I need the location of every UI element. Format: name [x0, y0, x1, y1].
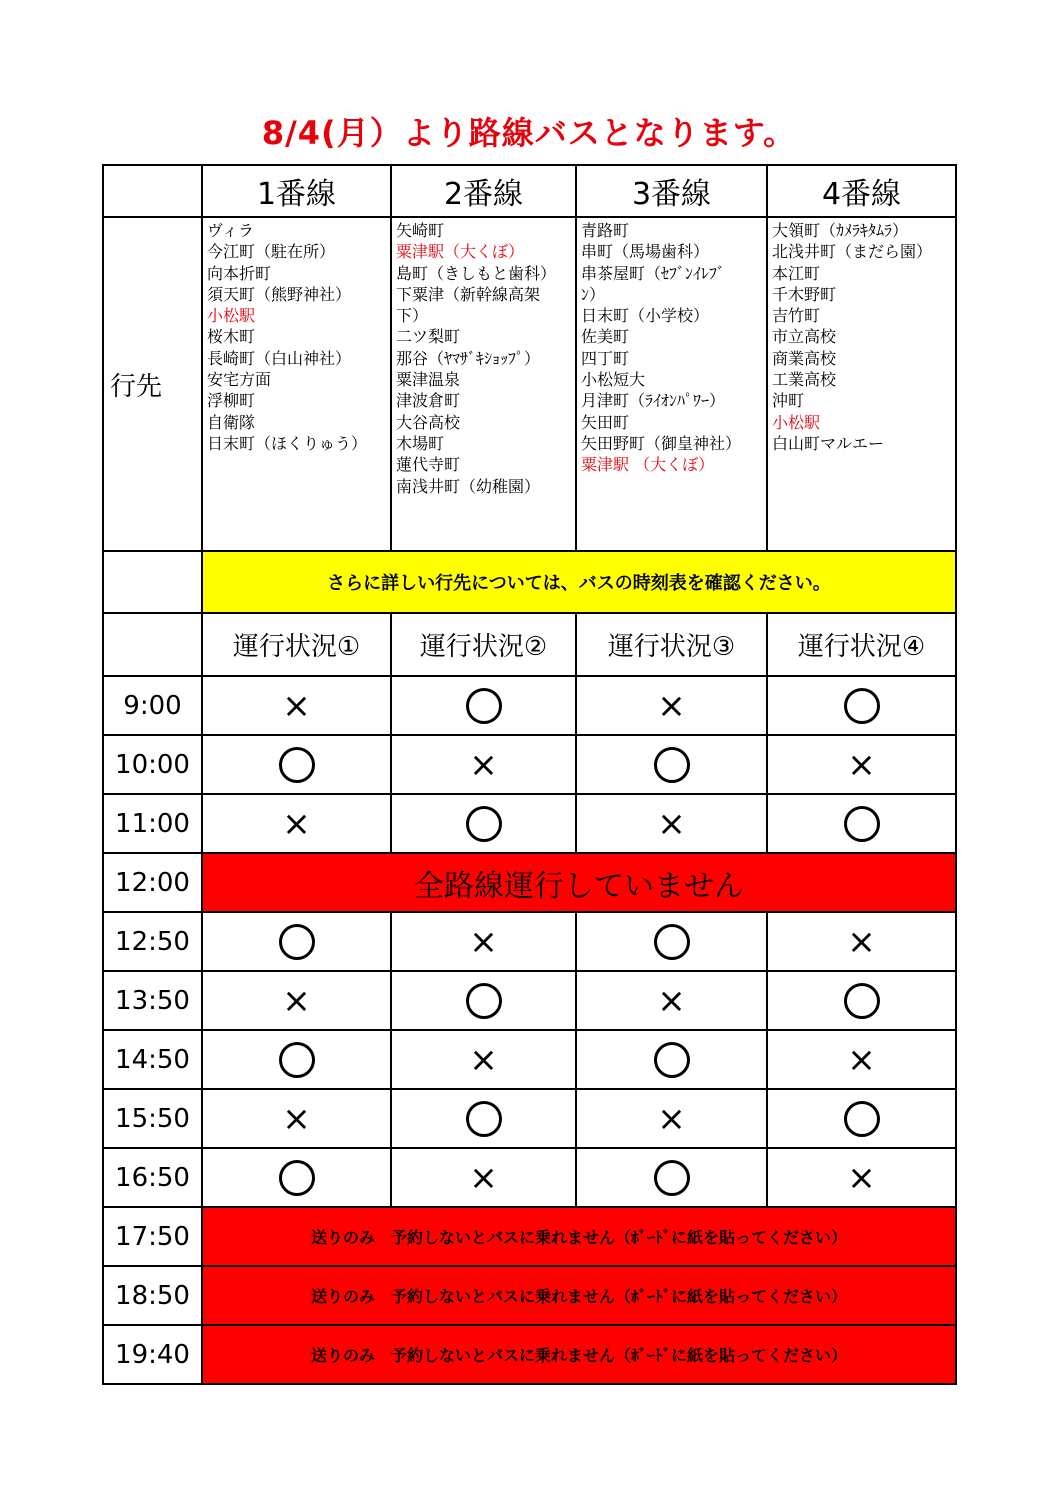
note-banner: さらに詳しい行先については、バスの時刻表を確認ください。	[202, 551, 956, 613]
time-cell: 18:50	[103, 1266, 202, 1325]
reservation-notice-banner: 送りのみ 予約しないとバスに乗れません（ﾎﾞｰﾄﾞに紙を貼ってください）	[202, 1266, 956, 1325]
schedule-row	[103, 1148, 956, 1207]
destination-item: 蓮代寺町	[396, 455, 461, 475]
no-service-banner: 全路線運行していません	[202, 853, 956, 912]
destination-item: 今江町（駐在所）	[207, 242, 336, 262]
time-cell: 14:50	[103, 1030, 202, 1089]
time-cell: 11:00	[103, 794, 202, 853]
status-cell	[767, 971, 956, 1030]
time-cell: 17:50	[103, 1207, 202, 1266]
destination-item: 自衛隊	[207, 412, 256, 432]
corner-cell	[103, 165, 202, 217]
destination-item: 市立高校	[772, 327, 837, 347]
status-cell	[391, 971, 576, 1030]
destination-item: 白山町マルエー	[772, 433, 885, 453]
time-cell: 12:00	[103, 853, 202, 912]
destination-item: 二ツ梨町	[396, 327, 461, 347]
status-header-row	[103, 613, 956, 676]
status-cell	[202, 794, 391, 853]
schedule-row	[103, 735, 956, 794]
destination-item: 津波倉町	[396, 391, 461, 411]
destination-item: 粟津温泉	[396, 370, 461, 390]
circle-icon	[654, 1042, 690, 1078]
schedule-row	[103, 971, 956, 1030]
cross-icon: ×	[657, 803, 686, 844]
status-cell	[576, 912, 767, 971]
destination-item: 下）	[396, 306, 429, 326]
circle-icon	[279, 1042, 315, 1078]
circle-icon	[279, 1160, 315, 1196]
destination-item: 四丁町	[581, 348, 630, 368]
reservation-notice-banner: 送りのみ 予約しないとバスに乗れません（ﾎﾞｰﾄﾞに紙を貼ってください）	[202, 1207, 956, 1266]
destination-item: 青路町	[581, 221, 630, 240]
circle-icon	[844, 688, 880, 724]
status-cell	[202, 971, 391, 1030]
schedule-row	[103, 1325, 956, 1384]
destination-item-highlight: 粟津駅 （大くぼ）	[581, 455, 715, 475]
destination-row	[103, 217, 956, 551]
status-cell	[576, 735, 767, 794]
destination-item: 向本折町	[207, 263, 272, 283]
circle-icon	[844, 806, 880, 842]
destination-item: 矢崎町	[396, 221, 445, 240]
status-cell	[202, 912, 391, 971]
destination-item: 小松短大	[581, 370, 646, 390]
destination-item: 那谷（ﾔﾏｻﾞｷｼｮｯﾌﾟ）	[396, 348, 541, 368]
status-cell	[202, 735, 391, 794]
destination-list-2	[391, 217, 576, 551]
cross-icon: ×	[469, 744, 498, 785]
schedule-row	[103, 1266, 956, 1325]
destination-label: 行先	[103, 217, 202, 551]
destination-item: 大領町（ｶﾒﾗｷﾀﾑﾗ）	[772, 221, 909, 240]
circle-icon	[466, 983, 502, 1019]
destination-item: 佐美町	[581, 327, 630, 347]
status-cell	[767, 1030, 956, 1089]
time-cell: 9:00	[103, 676, 202, 735]
status-cell	[767, 1148, 956, 1207]
destination-item: 串町（馬場歯科）	[581, 242, 710, 262]
route-header-3: 3番線	[576, 165, 767, 217]
destination-item: 下粟津（新幹線高架	[396, 284, 541, 304]
cross-icon: ×	[657, 980, 686, 1021]
status-cell	[391, 912, 576, 971]
status-cell	[202, 1148, 391, 1207]
circle-icon	[279, 747, 315, 783]
status-cell	[767, 676, 956, 735]
status-cell	[576, 794, 767, 853]
schedule-row	[103, 1207, 956, 1266]
destination-item: ﾝ）	[581, 284, 606, 304]
destination-item: 工業高校	[772, 370, 837, 390]
circle-icon	[466, 688, 502, 724]
route-header-2: 2番線	[391, 165, 576, 217]
status-cell	[767, 735, 956, 794]
schedule-row	[103, 1089, 956, 1148]
status-cell	[391, 794, 576, 853]
circle-icon	[466, 806, 502, 842]
status-header-4: 運行状況④	[767, 613, 956, 676]
status-cell	[767, 794, 956, 853]
status-header-2: 運行状況②	[391, 613, 576, 676]
cross-icon: ×	[847, 744, 876, 785]
destination-list-1	[202, 217, 391, 551]
time-cell: 10:00	[103, 735, 202, 794]
destination-item: 大谷高校	[396, 412, 461, 432]
destination-item: 長崎町（白山神社）	[207, 348, 352, 368]
destination-item: 矢田町	[581, 412, 630, 432]
status-cell	[202, 1089, 391, 1148]
schedule-row	[103, 1030, 956, 1089]
status-cell	[767, 1089, 956, 1148]
destination-list-3	[576, 217, 767, 551]
cross-icon: ×	[847, 1039, 876, 1080]
destination-item: 本江町	[772, 263, 821, 283]
page-title: 8/4(月）より路線バスとなります。	[261, 114, 797, 152]
destination-item: 須天町（熊野神社）	[207, 284, 352, 304]
cross-icon: ×	[847, 921, 876, 962]
circle-icon	[279, 924, 315, 960]
status-cell	[202, 1030, 391, 1089]
status-cell	[391, 1030, 576, 1089]
destination-item: 浮柳町	[207, 391, 256, 411]
cross-icon: ×	[469, 1157, 498, 1198]
status-cell	[576, 1030, 767, 1089]
cross-icon: ×	[469, 921, 498, 962]
status-cell	[391, 735, 576, 794]
status-cell	[391, 676, 576, 735]
circle-icon	[844, 983, 880, 1019]
route-header-1: 1番線	[202, 165, 391, 217]
destination-item: 南浅井町（幼稚園）	[396, 476, 541, 496]
destination-item-highlight: 小松駅	[207, 306, 256, 326]
schedule-row	[103, 912, 956, 971]
status-cell	[576, 971, 767, 1030]
destination-item: 矢田野町（御皇神社）	[581, 433, 742, 453]
time-cell: 12:50	[103, 912, 202, 971]
circle-icon	[654, 747, 690, 783]
destination-item: 桜木町	[207, 327, 256, 347]
cross-icon: ×	[282, 803, 311, 844]
cross-icon: ×	[657, 1098, 686, 1139]
status-cell	[767, 912, 956, 971]
status-cell	[576, 676, 767, 735]
cross-icon: ×	[847, 1157, 876, 1198]
destination-item: 吉竹町	[772, 306, 821, 326]
status-cell	[391, 1148, 576, 1207]
schedule-row	[103, 676, 956, 735]
reservation-notice-banner: 送りのみ 予約しないとバスに乗れません（ﾎﾞｰﾄﾞに紙を貼ってください）	[202, 1325, 956, 1384]
time-cell: 13:50	[103, 971, 202, 1030]
destination-item: 島町（きしもと歯科）	[396, 263, 557, 283]
destination-item: 沖町	[772, 391, 805, 411]
note-row	[103, 551, 956, 613]
schedule-row	[103, 794, 956, 853]
circle-icon	[654, 924, 690, 960]
route-header-4: 4番線	[767, 165, 956, 217]
destination-list-4	[767, 217, 956, 551]
destination-item: 日末町（ほくりゅう）	[207, 433, 368, 453]
status-corner	[103, 613, 202, 676]
status-cell	[576, 1148, 767, 1207]
note-spacer	[103, 551, 202, 613]
destination-item: 木場町	[396, 433, 445, 453]
time-cell: 16:50	[103, 1148, 202, 1207]
destination-item: 千木野町	[772, 284, 837, 304]
time-cell: 19:40	[103, 1325, 202, 1384]
circle-icon	[466, 1101, 502, 1137]
schedule-row	[103, 853, 956, 912]
cross-icon: ×	[282, 1098, 311, 1139]
status-cell	[202, 676, 391, 735]
status-header-1: 運行状況①	[202, 613, 391, 676]
status-header-3: 運行状況③	[576, 613, 767, 676]
circle-icon	[654, 1160, 690, 1196]
status-cell	[391, 1089, 576, 1148]
status-cell	[576, 1089, 767, 1148]
bus-schedule-table	[102, 164, 957, 1385]
destination-item: ヴィラ	[207, 221, 255, 240]
route-header-row	[103, 165, 956, 217]
destination-item: 北浅井町（まだら園）	[772, 242, 933, 262]
destination-item-highlight: 小松駅	[772, 412, 821, 432]
destination-item: 安宅方面	[207, 370, 272, 390]
destination-item: 日末町（小学校）	[581, 306, 710, 326]
time-cell: 15:50	[103, 1089, 202, 1148]
cross-icon: ×	[657, 685, 686, 726]
cross-icon: ×	[282, 980, 311, 1021]
destination-item-highlight: 粟津駅（大くぼ）	[396, 242, 525, 262]
circle-icon	[844, 1101, 880, 1137]
cross-icon: ×	[282, 685, 311, 726]
destination-item: 月津町（ﾗｲｵﾝﾊﾟﾜｰ）	[581, 391, 726, 411]
cross-icon: ×	[469, 1039, 498, 1080]
destination-item: 商業高校	[772, 348, 837, 368]
destination-item: 串茶屋町（ｾﾌﾞﾝｲﾚﾌﾞ	[581, 263, 726, 283]
